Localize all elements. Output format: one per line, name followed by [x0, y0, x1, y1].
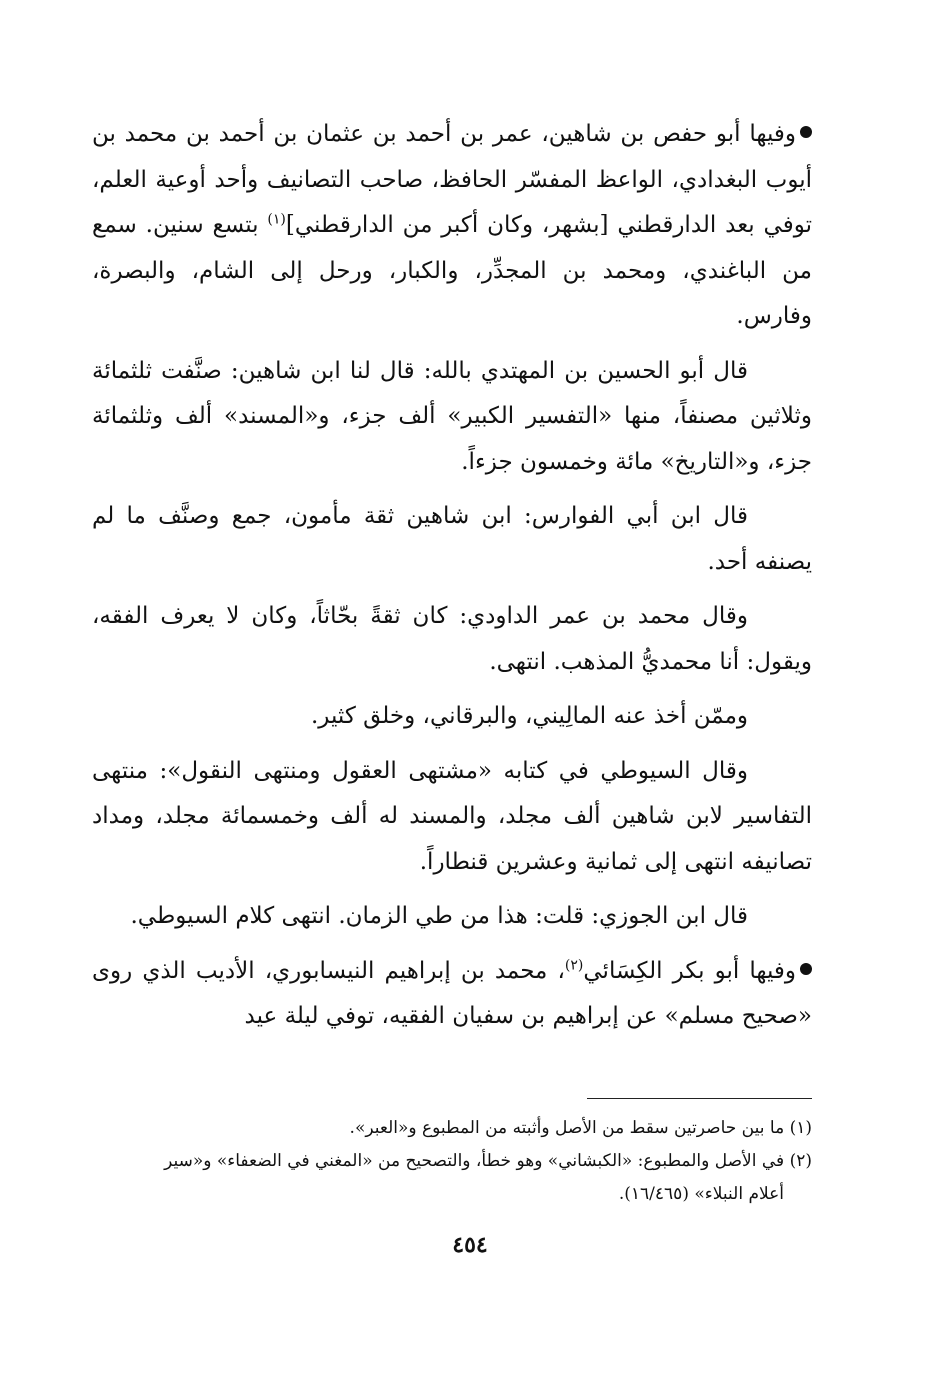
main-text	[92, 112, 812, 1049]
paragraph-text: قال أبو الحسين بن المهتدي بالله: قال لنا ابن شاهين: صنَّفت ثلثمائة وثلاثين مصنفاً، منها «التفسير الكبير» ألف جزء، و«المسند» ألف وثلثمائة جزء، و«التاريخ» مائة وخمسون جزءاً.	[92, 357, 812, 475]
paragraph-text: قال ابن أبي الفوارس: ابن شاهين ثقة مأمون، جمع وصنَّف ما لم يصنفه أحد.	[92, 503, 812, 575]
paragraph-text: ، محمد بن إبراهيم النيسابوري، الأديب الذي روى «صحيح مسلم» عن إبراهيم بن سفيان الفقيه، توفي ليلة عيد	[92, 957, 812, 1029]
footnote-ref-2: (٢)	[564, 956, 584, 973]
footnote-2-continuation: أعلام النبلاء» (١٦/٤٦٥).	[618, 1184, 784, 1204]
footnote-2: (٢) في الأصل والمطبوع: «الكبشاني» وهو خطأ، والتصحيح من «المغني في الضعفاء» و«سير	[164, 1151, 812, 1171]
paragraph-al-dawudi	[92, 594, 812, 685]
footnote-ref-1: (١)	[267, 211, 286, 228]
paragraph-ibn-abi-al-fawaris	[92, 494, 812, 585]
paragraph-text: وقال محمد بن عمر الداودي: كان ثقةً بحّاثاً، وكان لا يعرف الفقه، ويقول: أنا محمديُّ المذهب. انتهى.	[92, 603, 812, 675]
paragraph-text: وقال السيوطي في كتابه «مشتهى العقول ومنتهى النقول»: منتهى التفاسير لابن شاهين ألف مجلد، والمسند له ألف وخمسمائة مجلد، ومداد تصانيفه انتهى إلى ثمانية وعشرين قنطاراً.	[92, 757, 812, 875]
paragraph-al-kisai	[92, 949, 812, 1040]
paragraph-text: وممّن أخذ عنه المالِيني، والبرقاني، وخلق كثير.	[310, 703, 748, 729]
page-number: ٤٥٤	[452, 1232, 488, 1258]
paragraph-text: وفيها أبو حفص بن شاهين، عمر بن أحمد بن عثمان بن أحمد بن محمد بن أيوب البغدادي، الواعظ المفسّر الحافظ، صاحب التصانيف وأحد أوعية العلم، توفي بعد الدارقطني [بشهر، وكان أكبر من الدارقطني]	[92, 121, 812, 238]
paragraph-text: بتسع سنين. سمع من الباغندي، ومحمد بن المجدِّر، والكبار، ورحل إلى الشام، والبصرة، وفارس.	[92, 212, 812, 329]
paragraph-students	[92, 694, 812, 740]
footnotes	[92, 1112, 812, 1211]
paragraph-al-suyuti	[92, 749, 812, 886]
paragraph-ibn-al-muhtadi	[92, 349, 812, 486]
paragraph-ibn-al-jawzi	[92, 894, 812, 940]
footnote-1: (١) ما بين حاصرتين سقط من الأصل وأثبته من المطبوع و«العبر».	[349, 1118, 812, 1138]
paragraph-text: وفيها أبو بكر الكِسَائي	[583, 957, 797, 984]
bullet-icon	[800, 963, 812, 975]
paragraph-text: قال ابن الجوزي: قلت: هذا من طي الزمان. انتهى كلام السيوطي.	[130, 903, 748, 929]
bullet-icon	[800, 126, 812, 138]
paragraph-ibn-shahin	[92, 112, 812, 340]
footnote-divider	[587, 1098, 812, 1099]
